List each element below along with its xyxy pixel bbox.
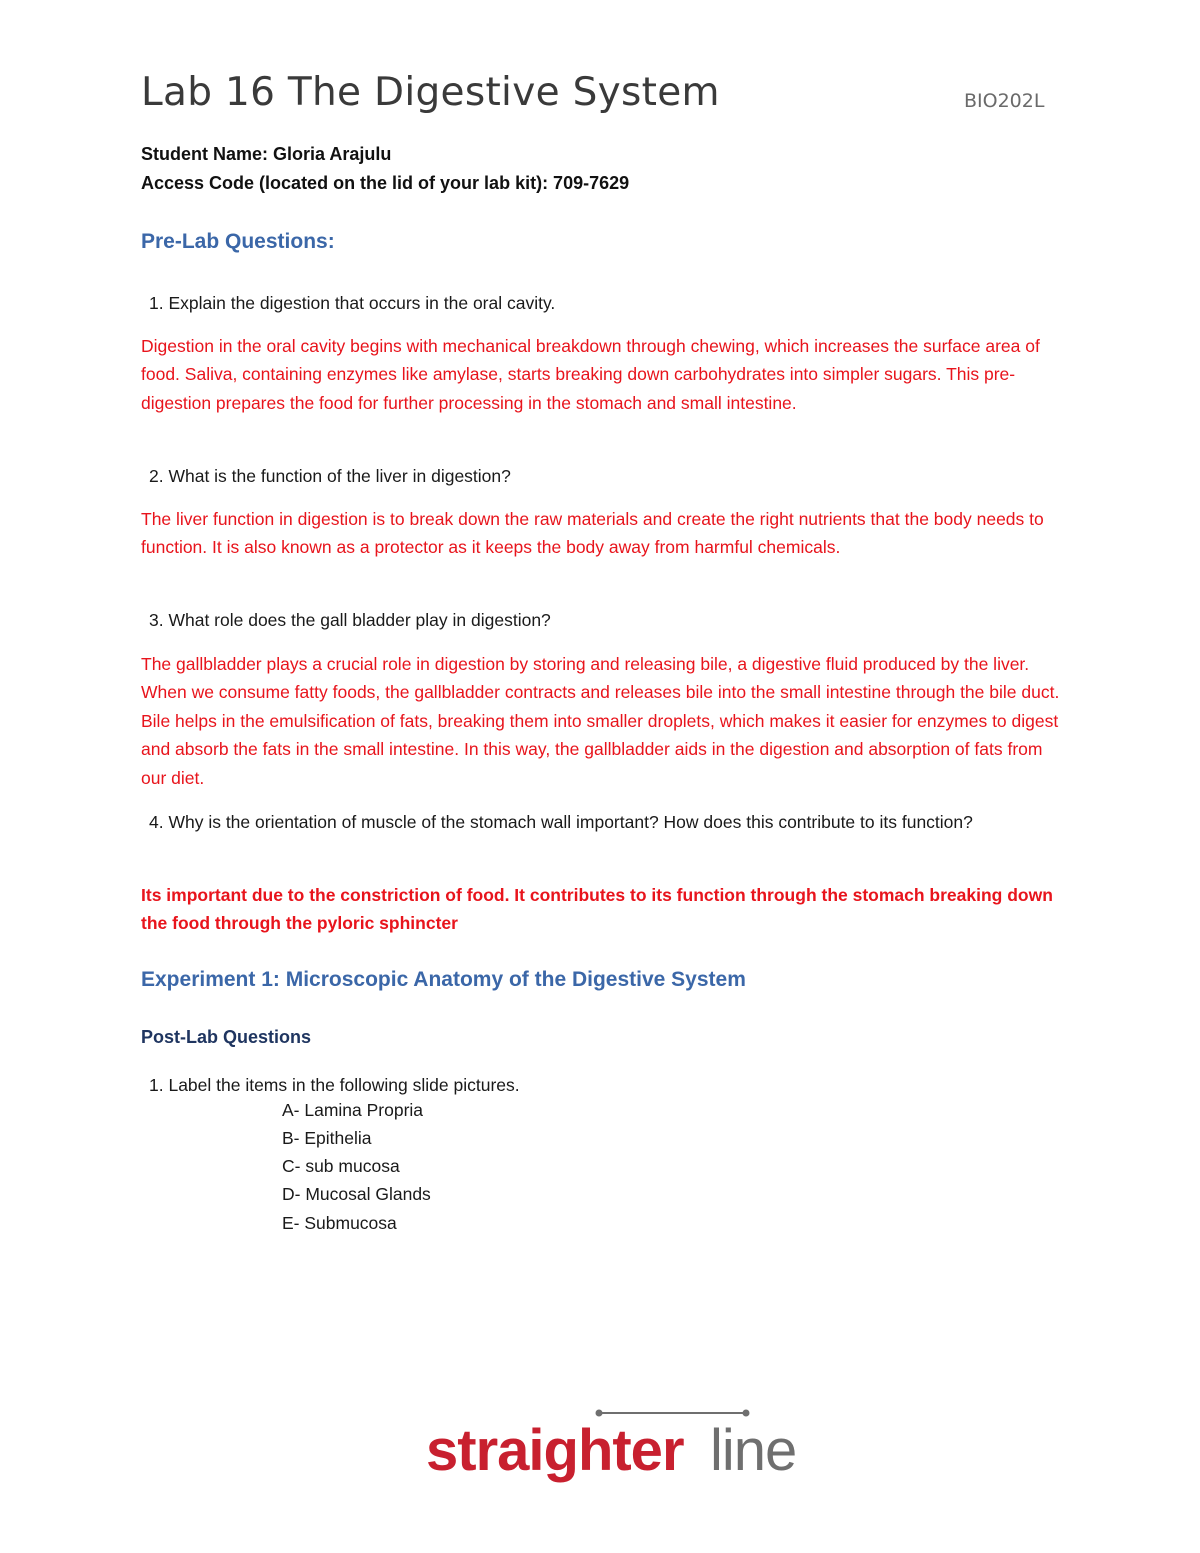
page-title: Lab 16 The Digestive System <box>141 70 720 115</box>
prelab-heading: Pre-Lab Questions: <box>141 230 335 253</box>
slide-label-b: B- Epithelia <box>282 1128 372 1148</box>
experiment-heading: Experiment 1: Microscopic Anatomy of the Digestive System <box>141 968 746 991</box>
course-code: BIO202L <box>964 90 1045 112</box>
access-code: Access Code (located on the lid of your lab kit): 709-7629 <box>141 173 630 193</box>
prelab-question-2: 2. What is the function of the liver in digestion? <box>149 466 511 486</box>
prelab-answer-1: Digestion in the oral cavity begins with mechanical breakdown through chewing, which increases the surface area of food. Saliva, containing enzymes like amylase, starts breaking down carbohydrates into simpler sugars. This pre-digestion prepares the food for further processing in the stomach and small intestine. <box>141 336 1040 413</box>
prelab-question-3: 3. What role does the gall bladder play in digestion? <box>149 610 551 630</box>
straighterline-logo <box>424 1408 824 1488</box>
prelab-question-1: 1. Explain the digestion that occurs in the oral cavity. <box>149 293 556 313</box>
slide-label-a: A- Lamina Propria <box>282 1100 424 1120</box>
logo-text-line: line <box>710 1418 797 1483</box>
prelab-answer-2: The liver function in digestion is to break down the raw materials and create the right nutrients that the body needs to function. It is also known as a protector as it keeps the body away from harmful chemicals. <box>141 509 1044 558</box>
student-name: Student Name: Gloria Arajulu <box>141 144 392 164</box>
logo-text-straighter: straighter <box>426 1418 684 1483</box>
logo-dot-left <box>596 1410 603 1417</box>
slide-label-d: D- Mucosal Glands <box>282 1184 431 1204</box>
logo-dot-right <box>743 1410 750 1417</box>
prelab-question-4: 4. Why is the orientation of muscle of the stomach wall important? How does this contribute to its function? <box>149 812 973 832</box>
postlab-question-1: 1. Label the items in the following slide pictures. <box>149 1075 520 1095</box>
prelab-answer-4: Its important due to the constriction of food. It contributes to its function through the stomach breaking down the food through the pyloric sphincter <box>141 885 1053 934</box>
prelab-answer-3: The gallbladder plays a crucial role in digestion by storing and releasing bile, a digestive fluid produced by the liver. When we consume fatty foods, the gallbladder contracts and releases bile into the small intestine through the bile duct. Bile helps in the emulsification of fats, breaking them into smaller droplets, which makes it easier for enzymes to digest and absorb the fats in the small intestine. In this way, the gallbladder aids in the digestion and absorption of fats from our diet. <box>141 654 1060 788</box>
slide-label-c: C- sub mucosa <box>282 1156 400 1176</box>
postlab-heading: Post-Lab Questions <box>141 1027 312 1047</box>
slide-label-e: E- Submucosa <box>282 1213 397 1233</box>
